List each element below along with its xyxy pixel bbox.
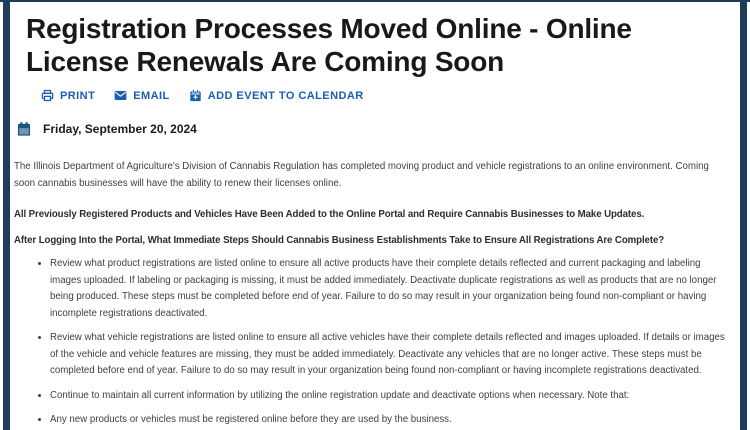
action-links-row: [41, 89, 728, 102]
list-item-maintain-information: • Continue to maintain all current information by utilizing the online registration update and deactivate options when necessary. Note that:: [50, 387, 728, 405]
email-label: EMAIL: [133, 89, 170, 102]
add-event-to-calendar-button[interactable]: [189, 89, 364, 102]
list-item-vehicle-registrations: • Review what vehicle registrations are listed online to ensure all active vehicles have their complete details reflected and images uploaded. If details or images of the vehicle and vehicle features are missing, they must be added immediately. Deactivate any vehicles that are no longer active. These steps must be completed before end of year. Failure to do so may result in your organization being found non-compliant or having incomplete registrations deactivated.: [50, 329, 728, 380]
left-border-bar: [3, 1, 10, 430]
calendar-icon: [17, 121, 31, 137]
email-button[interactable]: [114, 89, 169, 102]
calendar-plus-icon: [189, 89, 202, 102]
add-event-label: ADD EVENT TO CALENDAR: [207, 89, 364, 102]
email-icon: [114, 89, 127, 102]
print-label: PRINT: [60, 89, 96, 102]
publish-date: Friday, September 20, 2024: [43, 122, 197, 136]
right-border-bar: [740, 1, 747, 430]
print-button[interactable]: [41, 89, 95, 102]
bold-statement-portal-updates: All Previously Registered Products and Vehicles Have Been Added to the Online Portal and Require Cannabis Businesses to Make Updates.: [14, 209, 645, 220]
page-title: Registration Processes Moved Online - Online License Renewals Are Coming Soon: [26, 13, 632, 77]
article-content: [10, 2, 740, 430]
intro-paragraph: The Illinois Department of Agriculture's Division of Cannabis Regulation has completed moving product and vehicle registrations to an online environment. Coming soon cannabis businesses will have the ability to renew their licenses online.: [14, 161, 709, 189]
list-item-partially-visible: • Any new products or vehicles must be registered online before they are used by the business.: [50, 411, 728, 429]
bold-question-immediate-steps: After Logging Into the Portal, What Immediate Steps Should Cannabis Business Establishments Take to Ensure All Registrations Are Complete?: [14, 234, 665, 246]
list-item-product-registrations: • Review what product registrations are listed online to ensure all active products have their complete details reflected and current packaging and labeling images uploaded. If labeling or packaging is missing, it must be added immediately. Deactivate duplicate registrations as well as products that are no longer being produced. These steps must be completed before end of year. Failure to do so may result in your organization being found non-compliant or having incomplete registrations deactivated.: [50, 255, 728, 322]
printer-icon: [41, 89, 54, 102]
publish-date-row: [17, 121, 728, 137]
steps-bullet-list: [14, 255, 728, 429]
